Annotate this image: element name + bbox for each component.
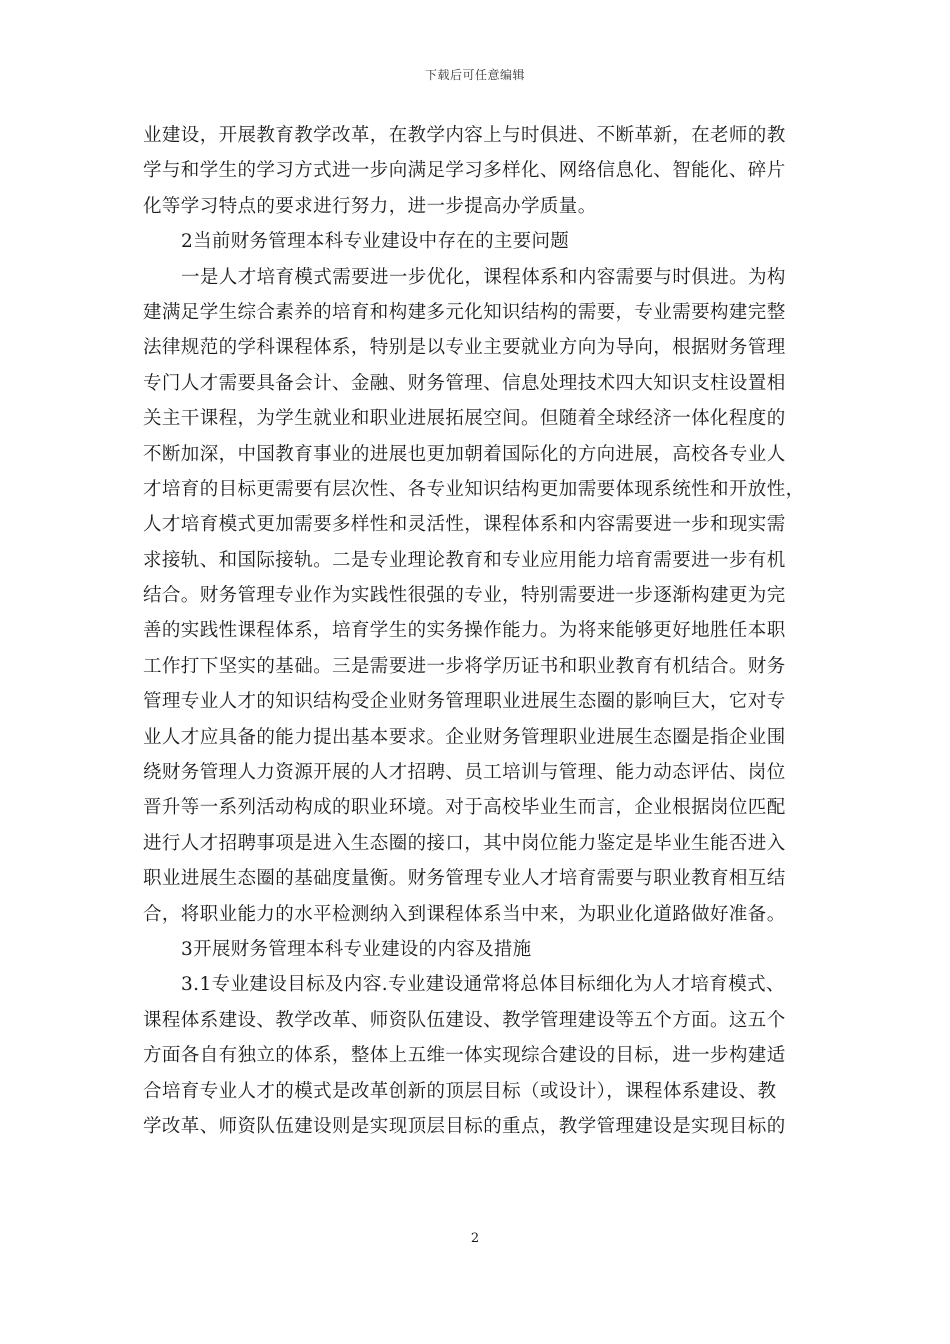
body-line: 学与和学生的学习方式进一步向满足学习多样化、网络信息化、智能化、碎片 bbox=[143, 160, 786, 182]
document-body bbox=[143, 118, 815, 1144]
body-line: 绕财务管理人力资源开展的人才招聘、员工培训与管理、能力动态评估、岗位 bbox=[143, 762, 786, 784]
body-line: 方面各自有独立的体系，整体上五维一体实现综合建设的目标，进一步构建适 bbox=[143, 1045, 786, 1067]
body-line: 业建设，开展教育教学改革，在教学内容上与时俱进、不断革新，在老师的教 bbox=[143, 125, 786, 146]
body-line: 法律规范的学科课程体系，特别是以专业主要就业方向为导向，根据财务管理 bbox=[143, 337, 786, 359]
body-line: 建满足学生综合素养的培育和构建多元化知识结构的需要，专业需要构建完整 bbox=[143, 301, 786, 323]
body-line: 结合。财务管理专业作为实践性很强的专业，特别需要进一步逐渐构建更为完 bbox=[143, 585, 786, 607]
body-line: 求接轨、和国际接轨。二是专业理论教育和专业应用能力培育需要进一步有机 bbox=[143, 549, 786, 571]
body-line: 人才培育模式更加需要多样性和灵活性，课程体系和内容需要进一步和现实需 bbox=[143, 514, 786, 536]
body-line: 才培育的目标更需要有层次性、各专业知识结构更加需要体现系统性和开放性， bbox=[143, 478, 805, 500]
body-line: 晋升等一系列活动构成的职业环境。对于高校毕业生而言，企业根据岗位匹配 bbox=[143, 797, 786, 819]
body-line: 工作打下坚实的基础。三是需要进一步将学历证书和职业教育有机结合。财务 bbox=[143, 655, 786, 677]
section-heading: 3开展财务管理本科专业建设的内容及措施 bbox=[181, 938, 532, 960]
body-line: 化等学习特点的要求进行努力，进一步提高办学质量。 bbox=[143, 195, 597, 217]
page-number: 2 bbox=[470, 1231, 480, 1246]
body-line: 合培育专业人才的模式是改革创新的顶层目标（或设计），课程体系建设、教 bbox=[143, 1080, 777, 1102]
body-line: 不断加深，中国教育事业的进展也更加朝着国际化的方向进展，高校各专业人 bbox=[143, 443, 786, 465]
body-line: 职业进展生态圈的基础度量衡。财务管理专业人才培育需要与职业教育相互结 bbox=[143, 868, 786, 890]
body-line: 业人才应具备的能力提出基本要求。企业财务管理职业进展生态圈是指企业围 bbox=[143, 726, 786, 748]
body-line: 管理专业人才的知识结构受企业财务管理职业进展生态圈的影响巨大，它对专 bbox=[143, 691, 786, 713]
body-line: 合，将职业能力的水平检测纳入到课程体系当中来，为职业化道路做好准备。 bbox=[143, 903, 786, 925]
body-line: 一是人才培育模式需要进一步优化，课程体系和内容需要与时俱进。为构 bbox=[181, 266, 786, 288]
body-line: 进行人才招聘事项是进入生态圈的接口，其中岗位能力鉴定是毕业生能否进入 bbox=[143, 832, 786, 854]
body-line: 学改革、师资队伍建设则是实现顶层目标的重点，教学管理建设是实现目标的 bbox=[143, 1115, 786, 1137]
body-line: 关主干课程，为学生就业和职业进展拓展空间。但随着全球经济一体化程度的 bbox=[143, 408, 786, 430]
body-line: 专门人才需要具备会计、金融、财务管理、信息处理技术四大知识支柱设置相 bbox=[143, 372, 786, 394]
body-line: 3.1专业建设目标及内容.专业建设通常将总体目标细化为人才培育模式、 bbox=[181, 974, 785, 996]
section-heading: 2当前财务管理本科专业建设中存在的主要问题 bbox=[181, 231, 570, 253]
page-header: 下载后可任意编辑 bbox=[424, 68, 525, 82]
body-line: 善的实践性课程体系，培育学生的实务操作能力。为将来能够更好地胜任本职 bbox=[143, 620, 786, 642]
body-line: 课程体系建设、教学改革、师资队伍建设、教学管理建设等五个方面。这五个 bbox=[143, 1009, 786, 1031]
